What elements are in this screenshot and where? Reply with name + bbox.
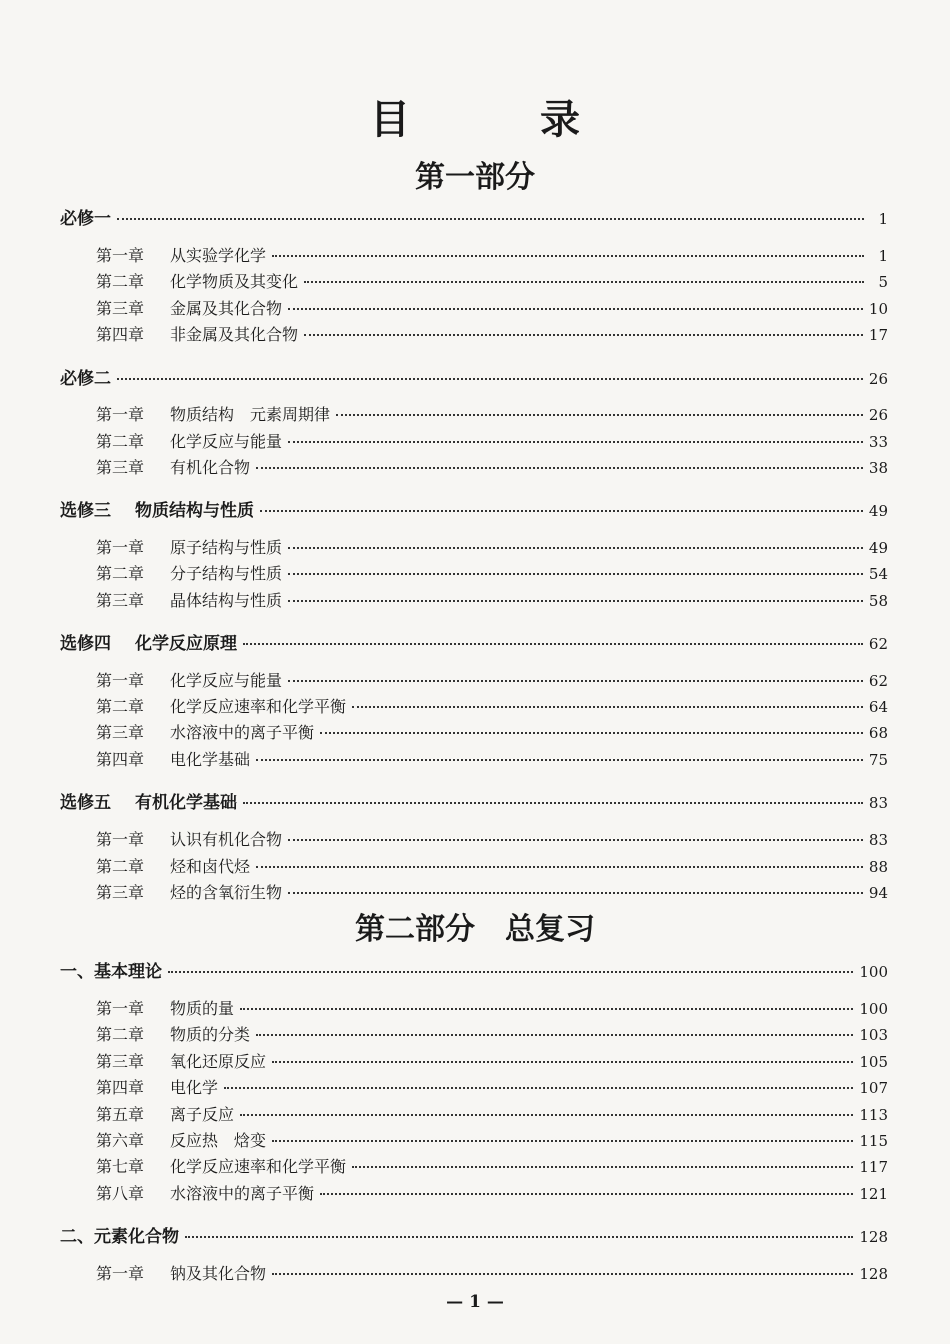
toc-chapter[interactable] <box>96 880 888 904</box>
page-number: 107 <box>859 1079 888 1097</box>
dot-leader <box>320 732 863 734</box>
dot-leader <box>243 802 863 804</box>
page-number: 1 <box>878 210 888 228</box>
page-number: 105 <box>859 1053 888 1071</box>
toc-section[interactable] <box>60 629 888 653</box>
chapter-title: 晶体结构与性质 <box>170 591 283 610</box>
chapter-number: 第二章 <box>96 272 145 291</box>
part-two-heading: 第二部分 总复习 <box>355 912 595 947</box>
chapter-title: 物质的分类 <box>170 1025 251 1044</box>
chapter-number: 第四章 <box>96 325 145 344</box>
section-title: 选修三 <box>60 501 111 521</box>
toc-chapter[interactable] <box>96 1075 888 1099</box>
chapter-title: 电化学基础 <box>170 750 251 769</box>
page-number: 26 <box>868 370 888 388</box>
section-title: 选修四 <box>60 634 111 654</box>
page-number: 88 <box>868 858 888 876</box>
toc-chapter[interactable] <box>96 1154 888 1178</box>
toc-chapter[interactable] <box>96 322 888 346</box>
page-footer-number: — 1 — <box>446 1292 504 1312</box>
chapter-number: 第三章 <box>96 299 145 318</box>
section-subtitle: 化学反应原理 <box>135 634 237 654</box>
chapter-number: 第六章 <box>96 1131 145 1150</box>
page-number: 38 <box>868 459 888 477</box>
dot-leader <box>224 1087 853 1089</box>
toc-chapter[interactable] <box>96 402 888 426</box>
toc-chapter[interactable] <box>96 1181 888 1205</box>
chapter-title: 电化学 <box>170 1078 219 1097</box>
chapter-number: 第五章 <box>96 1105 145 1124</box>
dot-leader <box>288 839 863 841</box>
toc-section[interactable] <box>60 1222 888 1246</box>
chapter-number: 第一章 <box>96 246 145 265</box>
toc-chapter[interactable] <box>96 561 888 585</box>
page-number: 5 <box>878 273 888 291</box>
chapter-title: 水溶液中的离子平衡 <box>170 1184 315 1203</box>
page-number: 49 <box>868 502 888 520</box>
section-title: 必修二 <box>60 369 111 389</box>
toc-chapter[interactable] <box>96 588 888 612</box>
chapter-title: 化学物质及其变化 <box>170 272 299 291</box>
page-number: 33 <box>868 433 888 451</box>
page-number: 94 <box>868 884 888 902</box>
page-number: 68 <box>868 724 888 742</box>
dot-leader <box>243 643 863 645</box>
chapter-number: 第一章 <box>96 538 145 557</box>
toc-chapter[interactable] <box>96 827 888 851</box>
page-number: 58 <box>868 592 888 610</box>
chapter-title: 分子结构与性质 <box>170 564 283 583</box>
page-number: 115 <box>859 1132 888 1150</box>
dot-leader <box>272 1061 853 1063</box>
dot-leader <box>288 547 863 549</box>
chapter-title: 反应热 焓变 <box>170 1131 267 1150</box>
section-title: 二、元素化合物 <box>60 1227 179 1247</box>
chapter-title: 金属及其化合物 <box>170 299 283 318</box>
page-number: 128 <box>859 1228 888 1246</box>
page-number: 49 <box>868 539 888 557</box>
dot-leader <box>117 218 864 220</box>
dot-leader <box>288 892 863 894</box>
chapter-number: 第二章 <box>96 857 145 876</box>
section-subtitle: 有机化学基础 <box>135 793 237 813</box>
toc-section[interactable] <box>60 204 888 228</box>
dot-leader <box>256 1034 853 1036</box>
chapter-number: 第三章 <box>96 1052 145 1071</box>
dot-leader <box>256 467 863 469</box>
dot-leader <box>185 1236 853 1238</box>
chapter-title: 化学反应与能量 <box>170 432 283 451</box>
page-number: 75 <box>868 751 888 769</box>
toc-chapter[interactable] <box>96 243 888 267</box>
page-number: 121 <box>859 1185 888 1203</box>
chapter-number: 第一章 <box>96 999 145 1018</box>
dot-leader <box>272 1140 853 1142</box>
chapter-title: 化学反应与能量 <box>170 671 283 690</box>
dot-leader <box>260 510 863 512</box>
page-number: 83 <box>868 831 888 849</box>
page-number: 10 <box>868 300 888 318</box>
dot-leader <box>288 600 863 602</box>
dot-leader <box>272 1273 853 1275</box>
dot-leader <box>304 281 864 283</box>
page-number: 62 <box>868 635 888 653</box>
page-number: 1 <box>878 247 888 265</box>
section-subtitle: 物质结构与性质 <box>135 501 254 521</box>
toc-section[interactable] <box>60 364 888 388</box>
page-number: 64 <box>868 698 888 716</box>
dot-leader <box>168 971 853 973</box>
chapter-title: 化学反应速率和化学平衡 <box>170 1157 347 1176</box>
section-title: 选修五 <box>60 793 111 813</box>
chapter-title: 烃的含氧衍生物 <box>170 883 283 902</box>
toc-chapter[interactable] <box>96 269 888 293</box>
toc-chapter[interactable] <box>96 668 888 692</box>
dot-leader <box>272 255 864 257</box>
toc-chapter[interactable] <box>96 1102 888 1126</box>
toc-chapter[interactable] <box>96 747 888 771</box>
chapter-title: 化学反应速率和化学平衡 <box>170 697 347 716</box>
dot-leader <box>288 441 863 443</box>
section-title: 必修一 <box>60 209 111 229</box>
chapter-title: 氧化还原反应 <box>170 1052 267 1071</box>
chapter-number: 第一章 <box>96 671 145 690</box>
chapter-number: 第三章 <box>96 723 145 742</box>
toc-chapter[interactable] <box>96 455 888 479</box>
chapter-number: 第四章 <box>96 750 145 769</box>
dot-leader <box>256 866 863 868</box>
chapter-title: 物质结构 元素周期律 <box>170 405 331 424</box>
chapter-number: 第八章 <box>96 1184 145 1203</box>
chapter-number: 第一章 <box>96 830 145 849</box>
chapter-number: 第四章 <box>96 1078 145 1097</box>
chapter-number: 第一章 <box>96 1264 145 1283</box>
chapter-title: 认识有机化合物 <box>170 830 283 849</box>
page-number: 113 <box>859 1106 888 1124</box>
chapter-title: 原子结构与性质 <box>170 538 283 557</box>
toc-chapter[interactable] <box>96 535 888 559</box>
page-number: 17 <box>868 326 888 344</box>
page-title: 目 录 <box>370 97 638 143</box>
toc-chapter[interactable] <box>96 1022 888 1046</box>
chapter-number: 第三章 <box>96 883 145 902</box>
dot-leader <box>336 414 863 416</box>
chapter-title: 物质的量 <box>170 999 235 1018</box>
dot-leader <box>352 706 863 708</box>
toc-chapter[interactable] <box>96 854 888 878</box>
dot-leader <box>288 573 863 575</box>
page-number: 128 <box>859 1265 888 1283</box>
toc-chapter[interactable] <box>96 694 888 718</box>
chapter-number: 第二章 <box>96 564 145 583</box>
dot-leader <box>304 334 863 336</box>
toc-chapter[interactable] <box>96 1261 888 1285</box>
dot-leader <box>320 1193 853 1195</box>
toc-chapter[interactable] <box>96 720 888 744</box>
chapter-title: 水溶液中的离子平衡 <box>170 723 315 742</box>
page-number: 117 <box>859 1158 888 1176</box>
page-number: 100 <box>859 1000 888 1018</box>
toc-chapter[interactable] <box>96 429 888 453</box>
dot-leader <box>288 680 863 682</box>
dot-leader <box>240 1008 853 1010</box>
chapter-number: 第一章 <box>96 405 145 424</box>
page-number: 83 <box>868 794 888 812</box>
part-one-heading: 第一部分 <box>415 160 535 195</box>
chapter-number: 第二章 <box>96 1025 145 1044</box>
chapter-number: 第二章 <box>96 432 145 451</box>
dot-leader <box>240 1114 853 1116</box>
page-number: 103 <box>859 1026 888 1044</box>
chapter-title: 离子反应 <box>170 1105 235 1124</box>
dot-leader <box>117 378 863 380</box>
chapter-title: 从实验学化学 <box>170 246 267 265</box>
toc-chapter[interactable] <box>96 296 888 320</box>
chapter-number: 第七章 <box>96 1157 145 1176</box>
page-number: 26 <box>868 406 888 424</box>
page-number: 54 <box>868 565 888 583</box>
page-number: 62 <box>868 672 888 690</box>
toc-section[interactable] <box>60 788 888 812</box>
chapter-title: 非金属及其化合物 <box>170 325 299 344</box>
toc-section[interactable] <box>60 496 888 520</box>
chapter-title: 有机化合物 <box>170 458 251 477</box>
page-number: 100 <box>859 963 888 981</box>
section-title: 一、基本理论 <box>60 962 162 982</box>
chapter-number: 第二章 <box>96 697 145 716</box>
chapter-title: 烃和卤代烃 <box>170 857 251 876</box>
dot-leader <box>288 308 863 310</box>
toc-chapter[interactable] <box>96 996 888 1020</box>
chapter-number: 第三章 <box>96 591 145 610</box>
dot-leader <box>352 1166 853 1168</box>
toc-chapter[interactable] <box>96 1049 888 1073</box>
toc-chapter[interactable] <box>96 1128 888 1152</box>
dot-leader <box>256 759 863 761</box>
chapter-number: 第三章 <box>96 458 145 477</box>
toc-section[interactable] <box>60 957 888 981</box>
chapter-title: 钠及其化合物 <box>170 1264 267 1283</box>
